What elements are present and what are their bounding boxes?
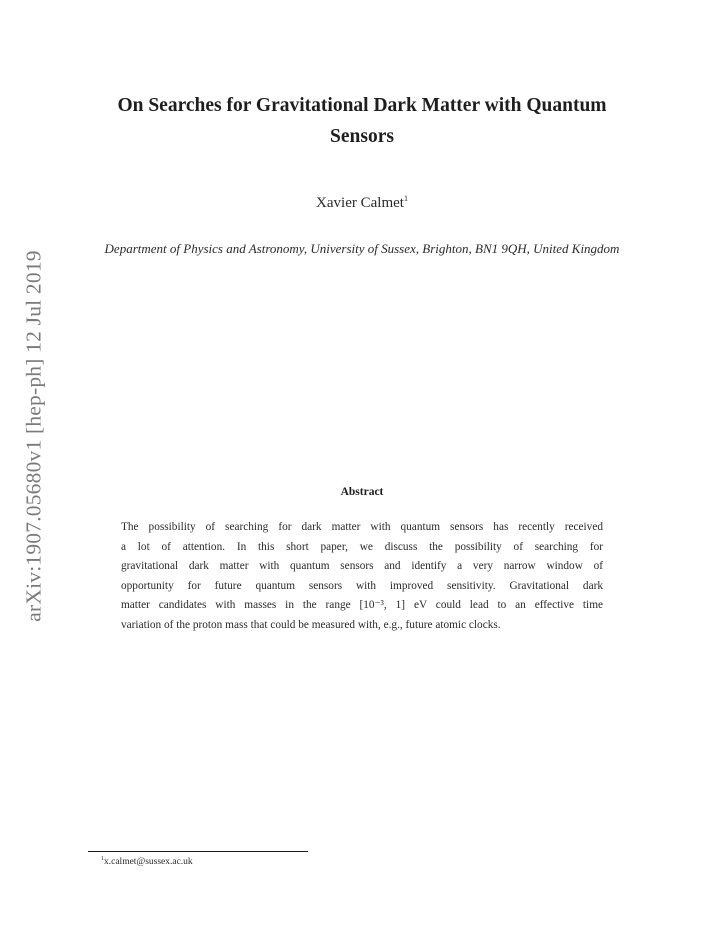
author-affiliation: Department of Physics and Astronomy, University of Sussex, Brighton, BN1 9QH, United Kingdom xyxy=(104,241,620,256)
abstract-line: variation of the proton mass that could be measured with, e.g., future atomic clocks. xyxy=(121,618,501,631)
footnote-rule xyxy=(88,851,308,852)
abstract-line: a lot of attention. In this short paper, we discuss the possibility of searching for xyxy=(121,540,603,553)
abstract-line: gravitational dark matter with quantum sensors and identify a very narrow window of xyxy=(121,560,603,573)
author-line xyxy=(0,194,720,212)
author-footnote-mark: 1 xyxy=(403,194,408,203)
abstract-line: matter candidates with masses in the range [10⁻³, 1] eV could lead to an effective time xyxy=(121,599,603,612)
abstract-heading: Abstract xyxy=(340,486,384,498)
abstract-body xyxy=(121,518,603,636)
author-name: Xavier Calmet xyxy=(316,195,404,211)
paper-title: On Searches for Gravitational Dark Matter with Quantum Sensors xyxy=(117,95,607,147)
footnote-mark: 1 xyxy=(101,856,104,862)
footnote-email: x.calmet@sussex.ac.uk xyxy=(104,857,193,867)
abstract-line: The possibility of searching for dark matter with quantum sensors has recently received xyxy=(121,521,603,533)
abstract-line: opportunity for future quantum sensors with improved sensitivity. Gravitational dark xyxy=(121,579,603,592)
arxiv-identifier-stamp: arXiv:1907.05680v1 [hep-ph] 12 Jul 2019 xyxy=(21,250,46,622)
footnote xyxy=(101,856,193,867)
